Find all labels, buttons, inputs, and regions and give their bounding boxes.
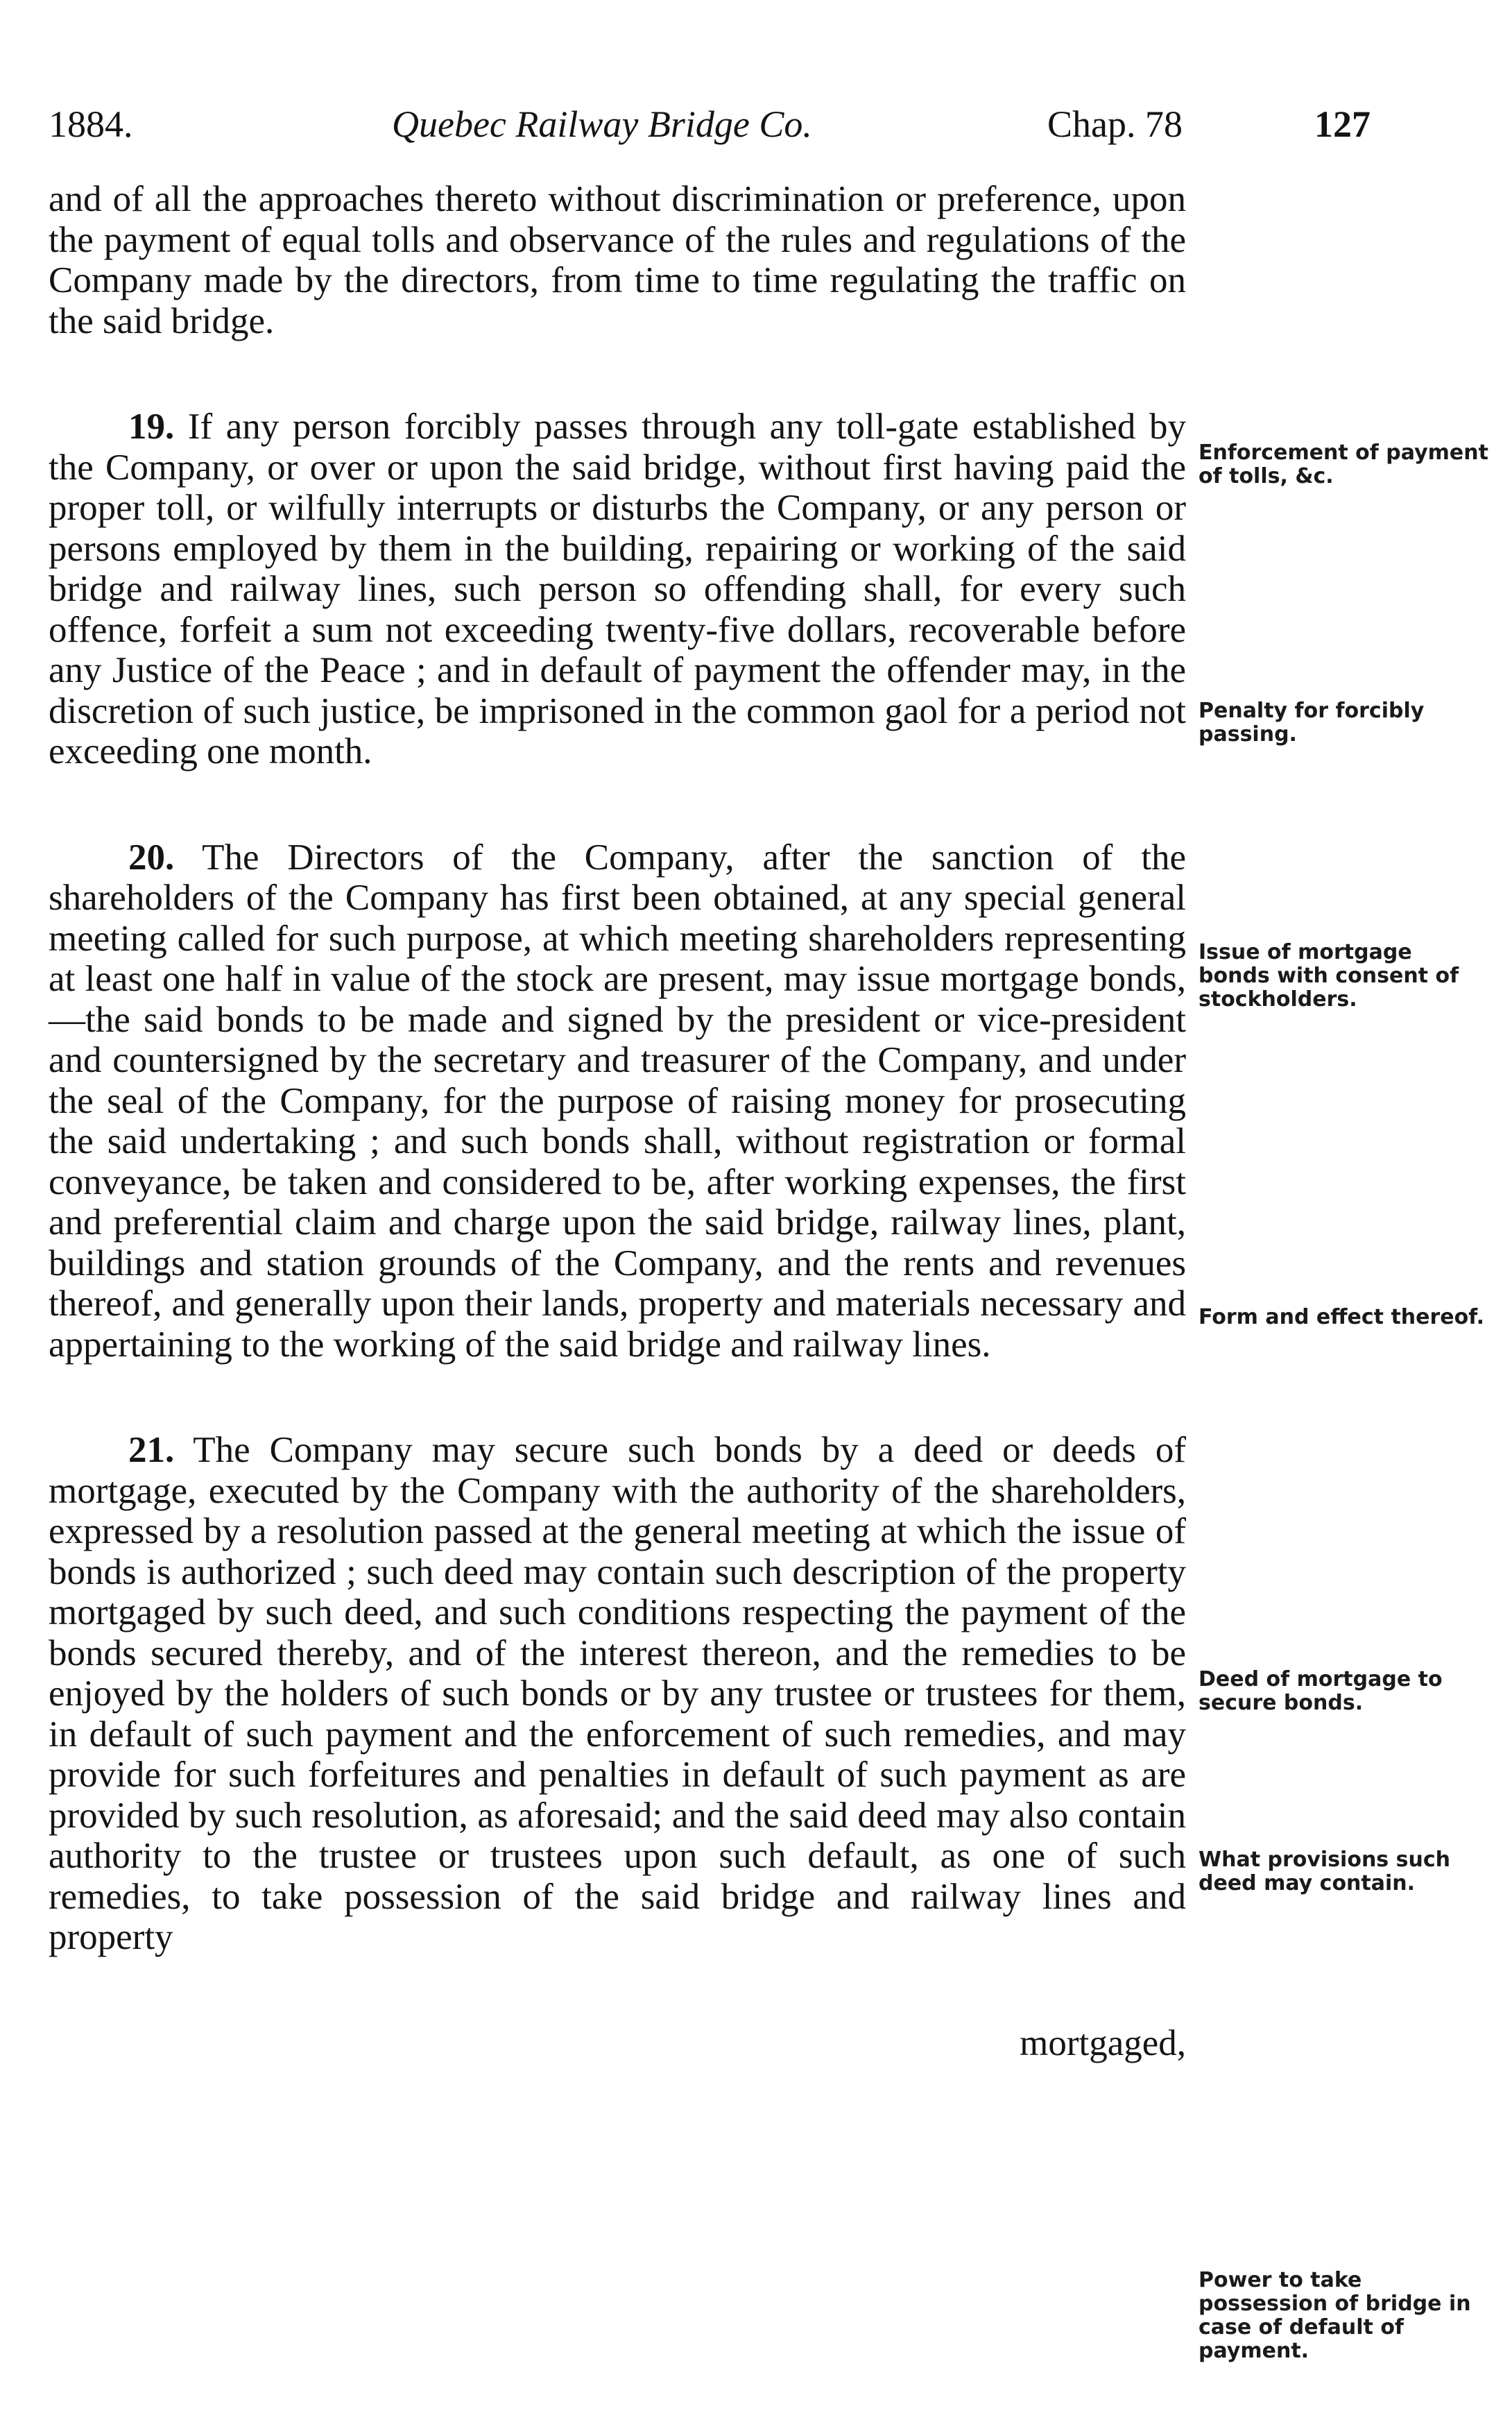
section-21-text [49,1430,1186,1958]
section-21 [49,1430,1186,2063]
header-title: Quebec Railway Bridge Co. [392,103,812,145]
page-number: 127 [1314,103,1371,145]
margin-note-enforcement: Enforcement of payment of tolls, &c. [1199,441,1488,488]
paragraph-continuation [49,179,1186,341]
paragraph-final-line: mortgaged, [1020,2022,1186,2063]
margin-note-issue-bonds: Issue of mortgage bonds with consent of stockholders. [1199,940,1459,1012]
section-20 [49,837,1186,1365]
section-number: 21. [128,1430,175,1470]
margin-note-form-effect: Form and effect thereof. [1199,1305,1485,1329]
paragraph-text: The Company may secure such bonds by a deed or deeds of mortgage, executed by the Company with the authority of the shareholders, expressed by a resolution passed at the general meeting at which the issue of bonds is authorized ; such deed may contain such description of the property mortgaged by such deed, and such conditions respecting the payment of the bonds secured thereby, and of the interest thereon, and the remedies to be enjoyed by the holders of such bonds or by any trustee or trustees for them, in default of such payment and the enforcement of such remedies, and may provide for such forfeitures and penalties in default of such payment as are provided by such resolution, as aforesaid; and the said deed may also contain authority to the trustee or trustees upon such default, as one of such remedies, to take possession of the said bridge and railway lines and property [49,1430,1186,1957]
header-chapter: Chap. 78 [1047,103,1183,145]
margin-note-penalty: Penalty for forcibly passing. [1199,699,1425,747]
margin-note-deed-mortgage: Deed of mortgage to secure bonds. [1199,1667,1443,1715]
section-number: 20. [128,837,175,878]
header-year: 1884. [49,103,133,145]
section-19 [49,407,1186,772]
page-header [49,103,1463,158]
margin-note-possession: Power to take possession of bridge in case of default of payment. [1199,2268,1471,2363]
margin-note-provisions: What provisions such deed may contain. [1199,1848,1450,1895]
section-number: 19. [128,407,175,447]
paragraph-text: and of all the approaches thereto without discrimination or preference, upon the payment of equal tolls and observance of the rules and regulations of the Company made by the directors, from time to time regulating the traffic on the said bridge. [49,179,1186,341]
paragraph-text: If any person forcibly passes through any toll-gate established by the Company, or over or upon the said bridge, without first having paid the proper toll, or wilfully interrupts or disturbs the Company, or any person or persons employed by them in the building, repairing or working of the said bridge and railway lines, such person so offending shall, for every such offence, forfeit a sum not exceeding twenty-five dollars, recoverable before any Justice of the Peace ; and in default of payment the offender may, in the discretion of such justice, be imprisoned in the common gaol for a period not exceeding one month. [49,407,1186,771]
body-text [49,179,1186,2063]
paragraph-text: The Directors of the Company, after the sanction of the shareholders of the Company has first been obtained, at any special general meeting called for such purpose, at which meeting shareholders representing at least one half in value of the stock are present, may issue mortgage bonds, —the said bonds to be made and signed by the president or vice-president and countersigned by the secretary and treasurer of the Company, and under the seal of the Company, for the purpose of raising money for prosecuting the said undertaking ; and such bonds shall, without registration or formal conveyance, be taken and considered to be, after working expenses, the first and preferential claim and charge upon the said bridge, railway lines, plant, buildings and station grounds of the Company, and the rents and revenues thereof, and generally upon their lands, property and materials necessary and appertaining to the working of the said bridge and railway lines. [49,837,1186,1365]
